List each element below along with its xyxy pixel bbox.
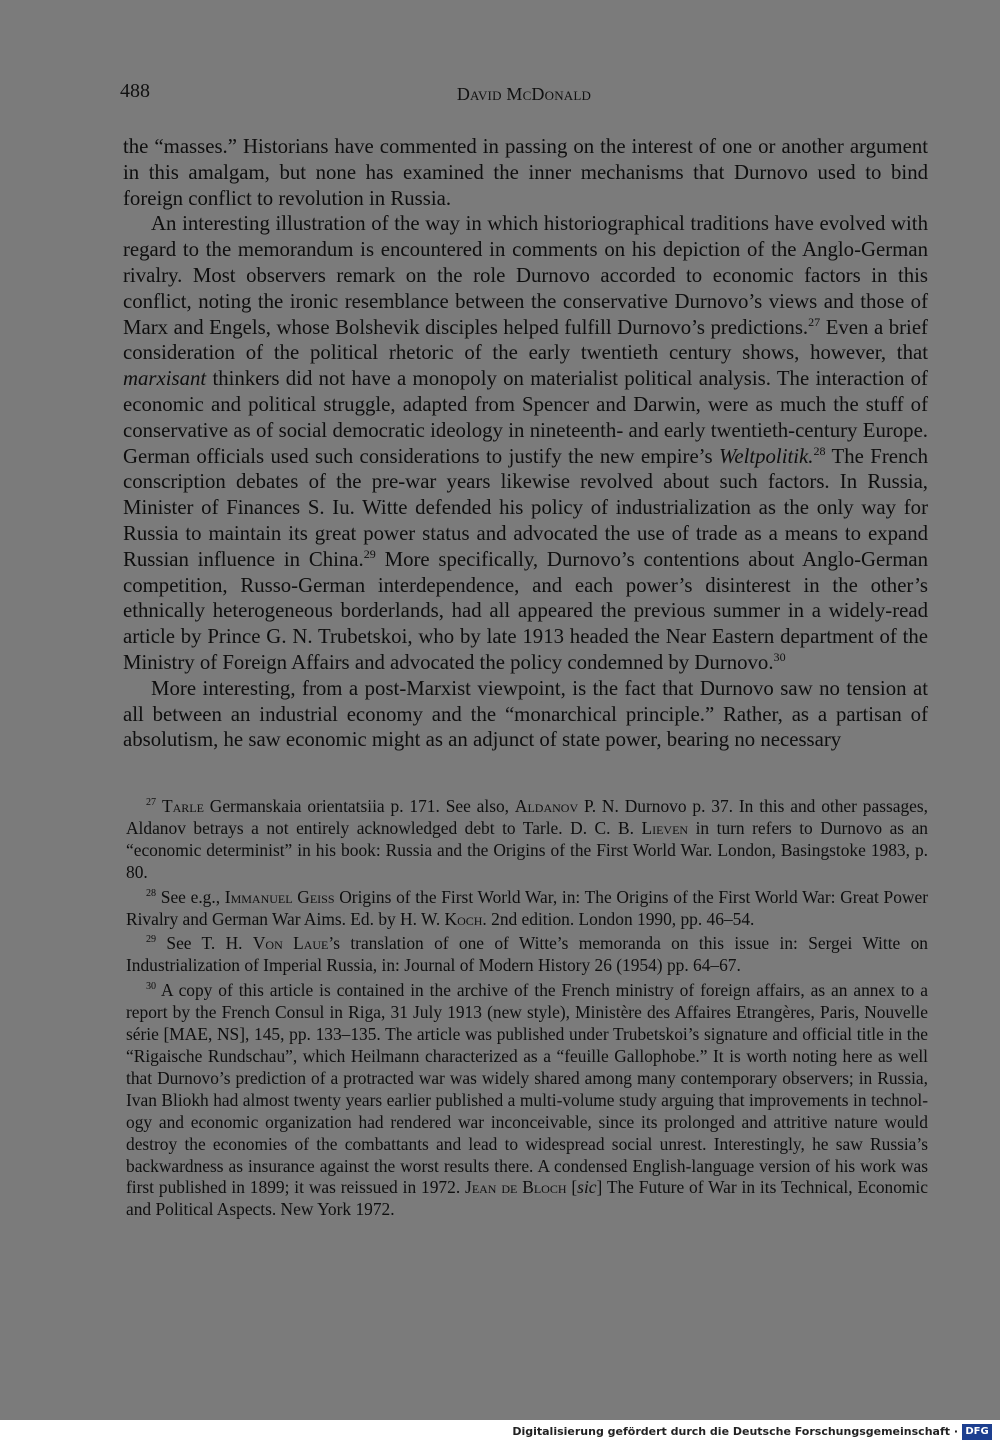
footnote-27: [126, 796, 928, 884]
footnote-ref-29: 29: [363, 546, 376, 561]
footnotes: [126, 796, 928, 1224]
paragraph-2-text-c: thinkers did not have a monopoly on materialist political analysis. The interaction of economic and political struggle, adapted from Spencer and Darwin, were as much the stuff of conservative as of social democratic ideology in nineteenth- and early twentieth-century Europe. German officials used such considerations to justify the new empire’s: [123, 367, 928, 468]
footnote-28-text-b: Origins of the First World War, in: The Origins of the First World War: Great Power Rivalry and German War Aims. Ed. by H. W.: [126, 886, 928, 929]
paragraph-2-text-d: The French conscription debates of the pre-war years likewise revolved about such factors. In Russia, Minister of Finances S. Iu. Witte defended his policy of industrialization as the only way for Russia to maintain its great power status and advocated the use of trade as a means to expand Russian influence in China.: [123, 444, 929, 571]
author-geiss: Immanuel Geiss: [224, 886, 335, 907]
footnote-28-text-c: . 2nd edition. London 1990, pp. 46–54.: [482, 908, 755, 929]
footnote-30-number: 30: [146, 981, 157, 993]
paragraph-1: the “masses.” Historians have commented in passing on the interest of one or another argument in this amalgam, but none has examined the inner mechanisms that Durnovo used to bind foreign conflict to revolution in Russia.: [123, 135, 928, 210]
author-koch: Koch: [444, 908, 483, 929]
paragraph-3: More interesting, from a post-Marxist viewpoint, is the fact that Durnovo saw no tension at all between an industrial economy and the “monarchical principle.” Rather, as a partisan of absolutism, he saw economic might as an adjunct of state power, bearing no necessary: [123, 676, 928, 752]
author-von-laue: Von Laue: [252, 933, 329, 954]
italic-sic: sic: [577, 1177, 597, 1198]
dfg-logo-icon: DFG: [962, 1424, 992, 1440]
author-aldanov: Aldanov: [514, 796, 579, 816]
footnote-27-text-a: Germanskaia orientatsiia p. 171. See also,: [203, 796, 515, 816]
footnote-30: [126, 980, 928, 1221]
author-tarle: Tarle: [161, 796, 204, 816]
footnote-28-number: 28: [146, 887, 157, 899]
author-lieven: Lieven: [641, 817, 689, 838]
footnote-29-text-a: See T. H.: [156, 933, 253, 954]
digitization-footer: [0, 1420, 1000, 1444]
page-number: 488: [120, 80, 150, 102]
footnote-29: [126, 933, 928, 977]
footnote-27-text-c: in turn refers to Durnovo as an “economic determinist” in his book: Russia and the Origins of the First World War. London, Basingstoke 1983, p. 80.: [126, 817, 928, 882]
running-head: David McDonald: [456, 84, 592, 104]
paragraph-2-text-a: An interesting illustration of the way in which historiographical traditions have evolved with regard to the memorandum is encountered in comments on his depiction of the Anglo-German rivalry. Most observers remark on the role Durnovo accorded to economic factors in this conflict, noting the ironic resemblance between the conservative Durnovo’s views and those of Marx and Engels, whose Bolshevik disciples helped fulfill Durnovo’s predictions.: [123, 212, 928, 339]
footnote-30-text-b: [: [566, 1177, 578, 1198]
body-text: [123, 134, 928, 753]
footnote-27-number: 27: [146, 797, 157, 809]
paragraph-2: [123, 211, 928, 675]
footnote-27-text-b: P. N. Durnovo p. 37. In this and other passages, Aldanov betrays a not entirely acknowledged debt to Tarle. D. C. B.: [126, 796, 928, 838]
footnote-29-number: 29: [146, 934, 157, 946]
paragraph-2-text-b: Even a brief consideration of the political rhetoric of the early twentieth century shows, however, that: [123, 315, 928, 365]
italic-marxisant: marxisant: [123, 367, 207, 391]
footnote-ref-30: 30: [773, 650, 786, 665]
footnote-28: [126, 887, 928, 931]
author-de-bloch: Jean de Bloch: [465, 1177, 567, 1198]
footnote-28-text-a: See e.g.,: [156, 886, 225, 907]
italic-weltpolitik: Weltpolitik.: [718, 444, 814, 468]
footer-credit: Digitalisierung gefördert durch die Deutsche Forschungsgemeinschaft ·: [512, 1425, 958, 1438]
footnote-30-text-c: ] The Future of War in its Technical, Economic and Political Aspects. New York 1972.: [126, 1177, 928, 1220]
footnote-30-text-a: A copy of this article is contained in the archive of the French ministry of foreign affairs, as an annex to a report by the French Consul in Riga, 31 July 1913 (new style), Ministère des Affaires Etrangères, Paris, Nouvelle série [MAE, NS], 145, pp. 133–135. The article was published under Trubetskoi’s signature and official title in the “Rigaische Rundschau”, which Heilmann characterized as a “feuille Gallophobe.” It is worth noting here as well that Durnovo’s prediction of a protracted war was widely shared among many contemporary observers; in Russia, Ivan Bliokh had almost twenty years earlier published a multi-volume study arguing that improvements in technology and economic organization had rendered war inconceivable, since its prolonged and attritive nature would destroy the economies of the combattants and lead to widespread social unrest. Interestingly, he saw Russia’s backwardness as insurance against the worst results there. A condensed English-language version of his work was first published in 1899; it was reissued in 1972.: [126, 980, 928, 1198]
footnote-29-text-b: ’s translation of one of Witte’s memoranda on this issue in: Sergei Witte on Industrialization of Imperial Russia, in: Journal of Modern History 26 (1954) pp. 64–67.: [126, 933, 928, 976]
paragraph-2-text-e: More specifically, Durnovo’s contentions about Anglo-German competition, Russo-German interdependence, and each power’s disinterest in the other’s ethnically heterogeneous borderlands, had all appeared the previous summer in a widely-read article by Prince G. N. Trubetskoi, who by late 1913 headed the Near Eastern department of the Ministry of Foreign Affairs and advocated the policy condemned by Durnovo.: [123, 547, 928, 674]
footnote-ref-27: 27: [808, 314, 821, 329]
footnote-ref-28: 28: [813, 443, 826, 458]
page-header: [118, 80, 930, 108]
